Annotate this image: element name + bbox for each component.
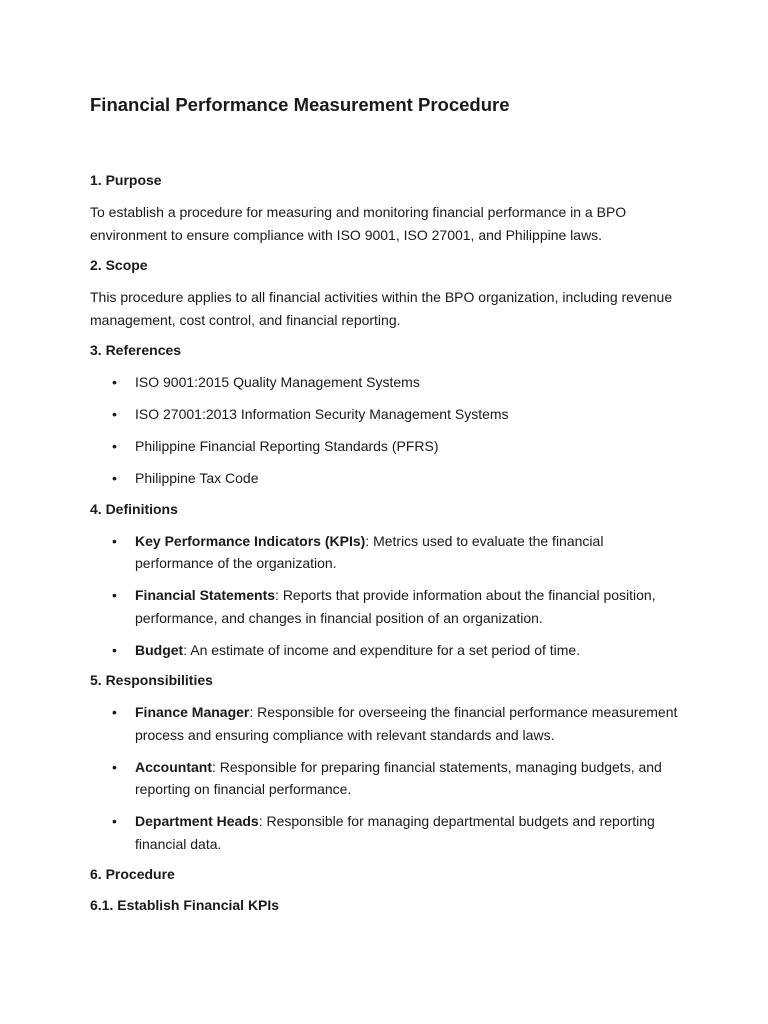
list-item	[90, 701, 678, 746]
definitions-list	[90, 530, 678, 662]
scope-text: This procedure applies to all financial activities within the BPO organization, including revenue management, cost control, and financial reporting.	[90, 289, 673, 328]
definition-desc: : An estimate of income and expenditure for a set period of time.	[183, 641, 581, 658]
role-term: Finance Manager	[135, 704, 250, 720]
procedure-subheading: 6.1. Establish Financial KPIs	[90, 897, 280, 913]
definition-term: Key Performance Indicators (KPIs)	[135, 532, 366, 549]
reference-item: Philippine Financial Reporting Standards (PFRS)	[135, 438, 439, 454]
reference-item: Philippine Tax Code	[135, 470, 259, 486]
definition-term: Budget	[135, 641, 184, 658]
list-item	[90, 467, 678, 490]
role-desc: : Responsible for preparing financial statements, managing budgets, and reporting on financial performance.	[135, 758, 662, 797]
procedure-heading: 6. Procedure	[90, 866, 175, 882]
definitions-heading: 4. Definitions	[90, 500, 178, 517]
bullet-icon: •	[112, 374, 117, 390]
role-desc: : Responsible for overseeing the financial performance measurement process and ensuring compliance with relevant standards and laws.	[135, 704, 678, 743]
list-item	[90, 530, 678, 575]
bullet-icon: •	[112, 406, 117, 422]
bullet-icon: •	[112, 587, 117, 603]
scope-heading: 2. Scope	[90, 257, 148, 273]
purpose-text: To establish a procedure for measuring and monitoring financial performance in a BPO environment to ensure compliance with ISO 9001, ISO 27001, and Philippine laws.	[90, 204, 627, 243]
reference-item: ISO 27001:2013 Information Security Management Systems	[135, 406, 509, 422]
bullet-icon: •	[112, 438, 117, 454]
document-title: Financial Performance Measurement Procedure	[90, 94, 510, 115]
definition-desc: : Reports that provide information about the financial position, performance, and changes in financial position of an organization.	[135, 587, 656, 626]
list-item	[90, 584, 678, 629]
list-item	[90, 371, 678, 394]
list-item	[90, 639, 678, 662]
bullet-icon: •	[112, 532, 117, 549]
list-item	[90, 435, 678, 458]
responsibilities-heading: 5. Responsibilities	[90, 672, 213, 688]
bullet-icon: •	[112, 704, 117, 720]
role-term: Department Heads	[135, 813, 259, 829]
list-item	[90, 756, 678, 801]
definition-desc: : Metrics used to evaluate the financial performance of the organization.	[135, 532, 604, 571]
bullet-icon: •	[112, 758, 117, 775]
bullet-icon: •	[112, 641, 117, 658]
list-item	[90, 403, 678, 426]
bullet-icon: •	[112, 813, 117, 829]
list-item	[90, 810, 678, 855]
responsibilities-list	[90, 701, 678, 855]
role-term: Accountant	[135, 758, 212, 775]
references-heading: 3. References	[90, 342, 182, 358]
definition-term: Financial Statements	[135, 587, 276, 603]
reference-item: ISO 9001:2015 Quality Management Systems	[135, 374, 420, 390]
bullet-icon: •	[112, 470, 117, 486]
role-desc: : Responsible for managing departmental budgets and reporting financial data.	[135, 813, 655, 852]
purpose-heading: 1. Purpose	[90, 172, 162, 188]
references-list	[90, 371, 678, 490]
